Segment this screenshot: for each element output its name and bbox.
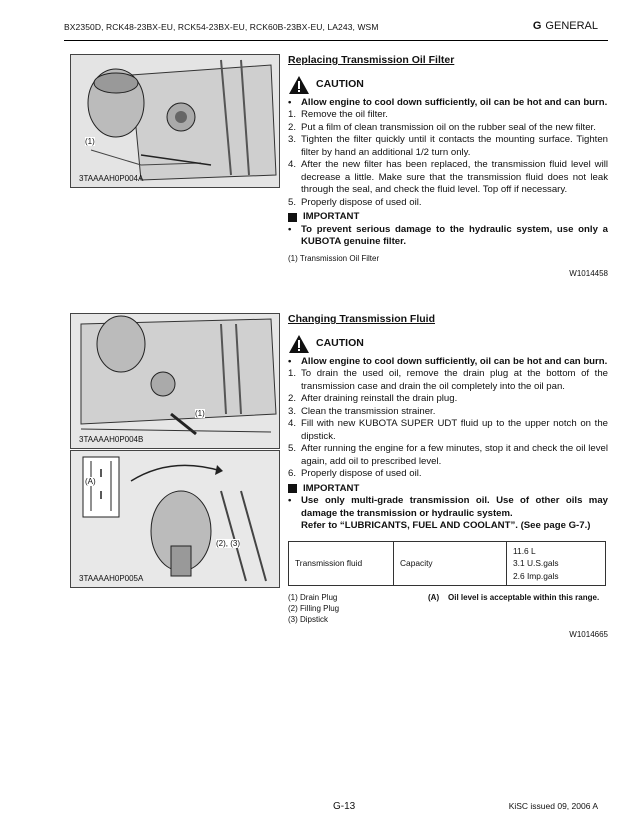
warning-icon: [288, 334, 310, 354]
figure-drain-plug-callout-1: (1): [195, 409, 205, 418]
capacity-table: [288, 541, 606, 587]
figure-dipstick-code: 3TAAAAH0P005A: [79, 574, 144, 583]
figure-drain-plug: [70, 313, 280, 449]
header-section-name: GENERAL: [545, 20, 598, 32]
section1-important: [288, 211, 608, 224]
table-cell-values: 11.6 L 3.1 U.S.gals 2.6 Imp.gals: [507, 541, 606, 586]
list-item: 1. To drain the used oil, remove the drain plug at the bottom of the transmission case and drain the oil completely into the oil pan.: [288, 368, 608, 392]
section2-important-text: Use only multi-grade transmission oil. Use of other oils may damage the transmission or hydraulic system.: [301, 495, 608, 519]
figure-drain-plug-drawing: [71, 314, 279, 448]
header-section: [533, 20, 598, 32]
section2-title: Changing Transmission Fluid: [288, 313, 436, 325]
header-rule: [64, 40, 608, 41]
figure-oil-filter-callout-1: (1): [85, 137, 95, 146]
section-replacing-filter: [288, 54, 608, 280]
section1-important-label: IMPORTANT: [303, 211, 360, 222]
section-changing-fluid: [288, 313, 608, 642]
figure-drain-plug-code: 3TAAAAH0P004B: [79, 435, 144, 444]
section2-important-label: IMPORTANT: [303, 482, 360, 494]
section2-wcode: W1014665: [569, 630, 608, 639]
list-item: 4. After the new filter has been replaced, the transmission fluid level will decrease a little. Make sure that the transmission fluid does not leak through the seal, and check the fluid level. Top off if necessary.: [288, 159, 608, 195]
list-item: 6. Properly dispose of used oil.: [288, 468, 422, 479]
section2-caution: [288, 334, 608, 354]
figure-oil-filter-code: 3TAAAAH0P004A: [79, 174, 144, 183]
table-cell-label: Capacity: [394, 541, 507, 586]
list-item: 4. Fill with new KUBOTA SUPER UDT fluid up to the upper notch on the dipstick.: [288, 418, 608, 442]
section1-wcode: W1014458: [569, 268, 608, 278]
section1-legend: (1) Transmission Oil Filter: [288, 253, 380, 263]
table-row: [289, 541, 606, 586]
section2-caution-label: CAUTION: [316, 337, 364, 350]
footer-page-number: G-13: [333, 801, 356, 812]
section2-important: [288, 483, 608, 496]
important-square-icon: [288, 213, 297, 222]
list-item: 3. Tighten the filter quickly until it contacts the mounting surface. Tighten filter by hand an additional 1/2 turn only.: [288, 134, 608, 158]
section2-steps: [288, 368, 608, 481]
section2-caution-text: Allow engine to cool down sufficiently, oil can be hot and can burn.: [301, 355, 608, 367]
header-models: BX2350D, RCK48-23BX-EU, RCK54-23BX-EU, RCK60B-23BX-EU, LA243, WSM: [64, 22, 379, 32]
list-item: 2. After draining reinstall the drain plug.: [288, 393, 458, 404]
list-item: 5. Properly dispose of used oil.: [288, 196, 422, 208]
table-cell-item: Transmission fluid: [289, 541, 394, 586]
footer-issue: KiSC issued 09, 2006 A: [508, 801, 598, 811]
figure-dipstick-drawing: [71, 451, 279, 587]
section2-important-ref: Refer to “LUBRICANTS, FUEL AND COOLANT”. (See page G-7.): [301, 520, 591, 531]
figure-oil-filter: [70, 54, 280, 188]
section1-important-text: To prevent serious damage to the hydraulic system, use only a KUBOTA genuine filter.: [301, 223, 608, 247]
list-item: 2. Put a film of clean transmission oil on the rubber seal of the new filter.: [288, 121, 596, 133]
section1-caution-label: CAUTION: [316, 78, 364, 91]
section1-important-item: • To prevent serious damage to the hydraulic system, use only a KUBOTA genuine filter.: [288, 223, 608, 247]
list-item: 3. Clean the transmission strainer.: [288, 405, 436, 417]
figure-dipstick: [70, 450, 280, 588]
header-section-letter: G: [532, 20, 542, 32]
section2-legend-right: (A) Oil level is acceptable within this range.: [428, 593, 600, 602]
list-item: 5. After running the engine for a few minutes, stop it and check the oil level again, add oil to prescribed level.: [288, 443, 608, 467]
important-square-icon: [288, 484, 297, 493]
figure-dipstick-callout-a: (A): [85, 477, 96, 486]
figure-oil-filter-drawing: [71, 55, 279, 187]
figure-dipstick-callout-2-3: (2), (3): [216, 539, 240, 548]
section1-caution: [288, 75, 608, 95]
section1-caution-item: • Allow engine to cool down sufficiently, oil can be hot and can burn.: [288, 96, 608, 108]
section2-legend-left: (1) Drain Plug (2) Filling Plug (3) Dipstick: [288, 593, 340, 624]
section2-caution-item: • Allow engine to cool down sufficiently, oil can be hot and can burn.: [288, 355, 608, 367]
warning-icon: [288, 75, 310, 95]
section1-title: Replacing Transmission Oil Filter: [288, 54, 455, 66]
section2-legend: [288, 592, 608, 625]
list-item: 1. Remove the oil filter.: [288, 109, 388, 120]
section1-steps: [288, 109, 608, 209]
section1-caution-text: Allow engine to cool down sufficiently, oil can be hot and can burn.: [301, 96, 608, 108]
section2-important-item: • Use only multi-grade transmission oil. Use of other oils may damage the transmission or hydraulic system. Refer to “LUBRICANTS, FUEL AND COOLANT”. (See page G-7.): [288, 495, 608, 531]
